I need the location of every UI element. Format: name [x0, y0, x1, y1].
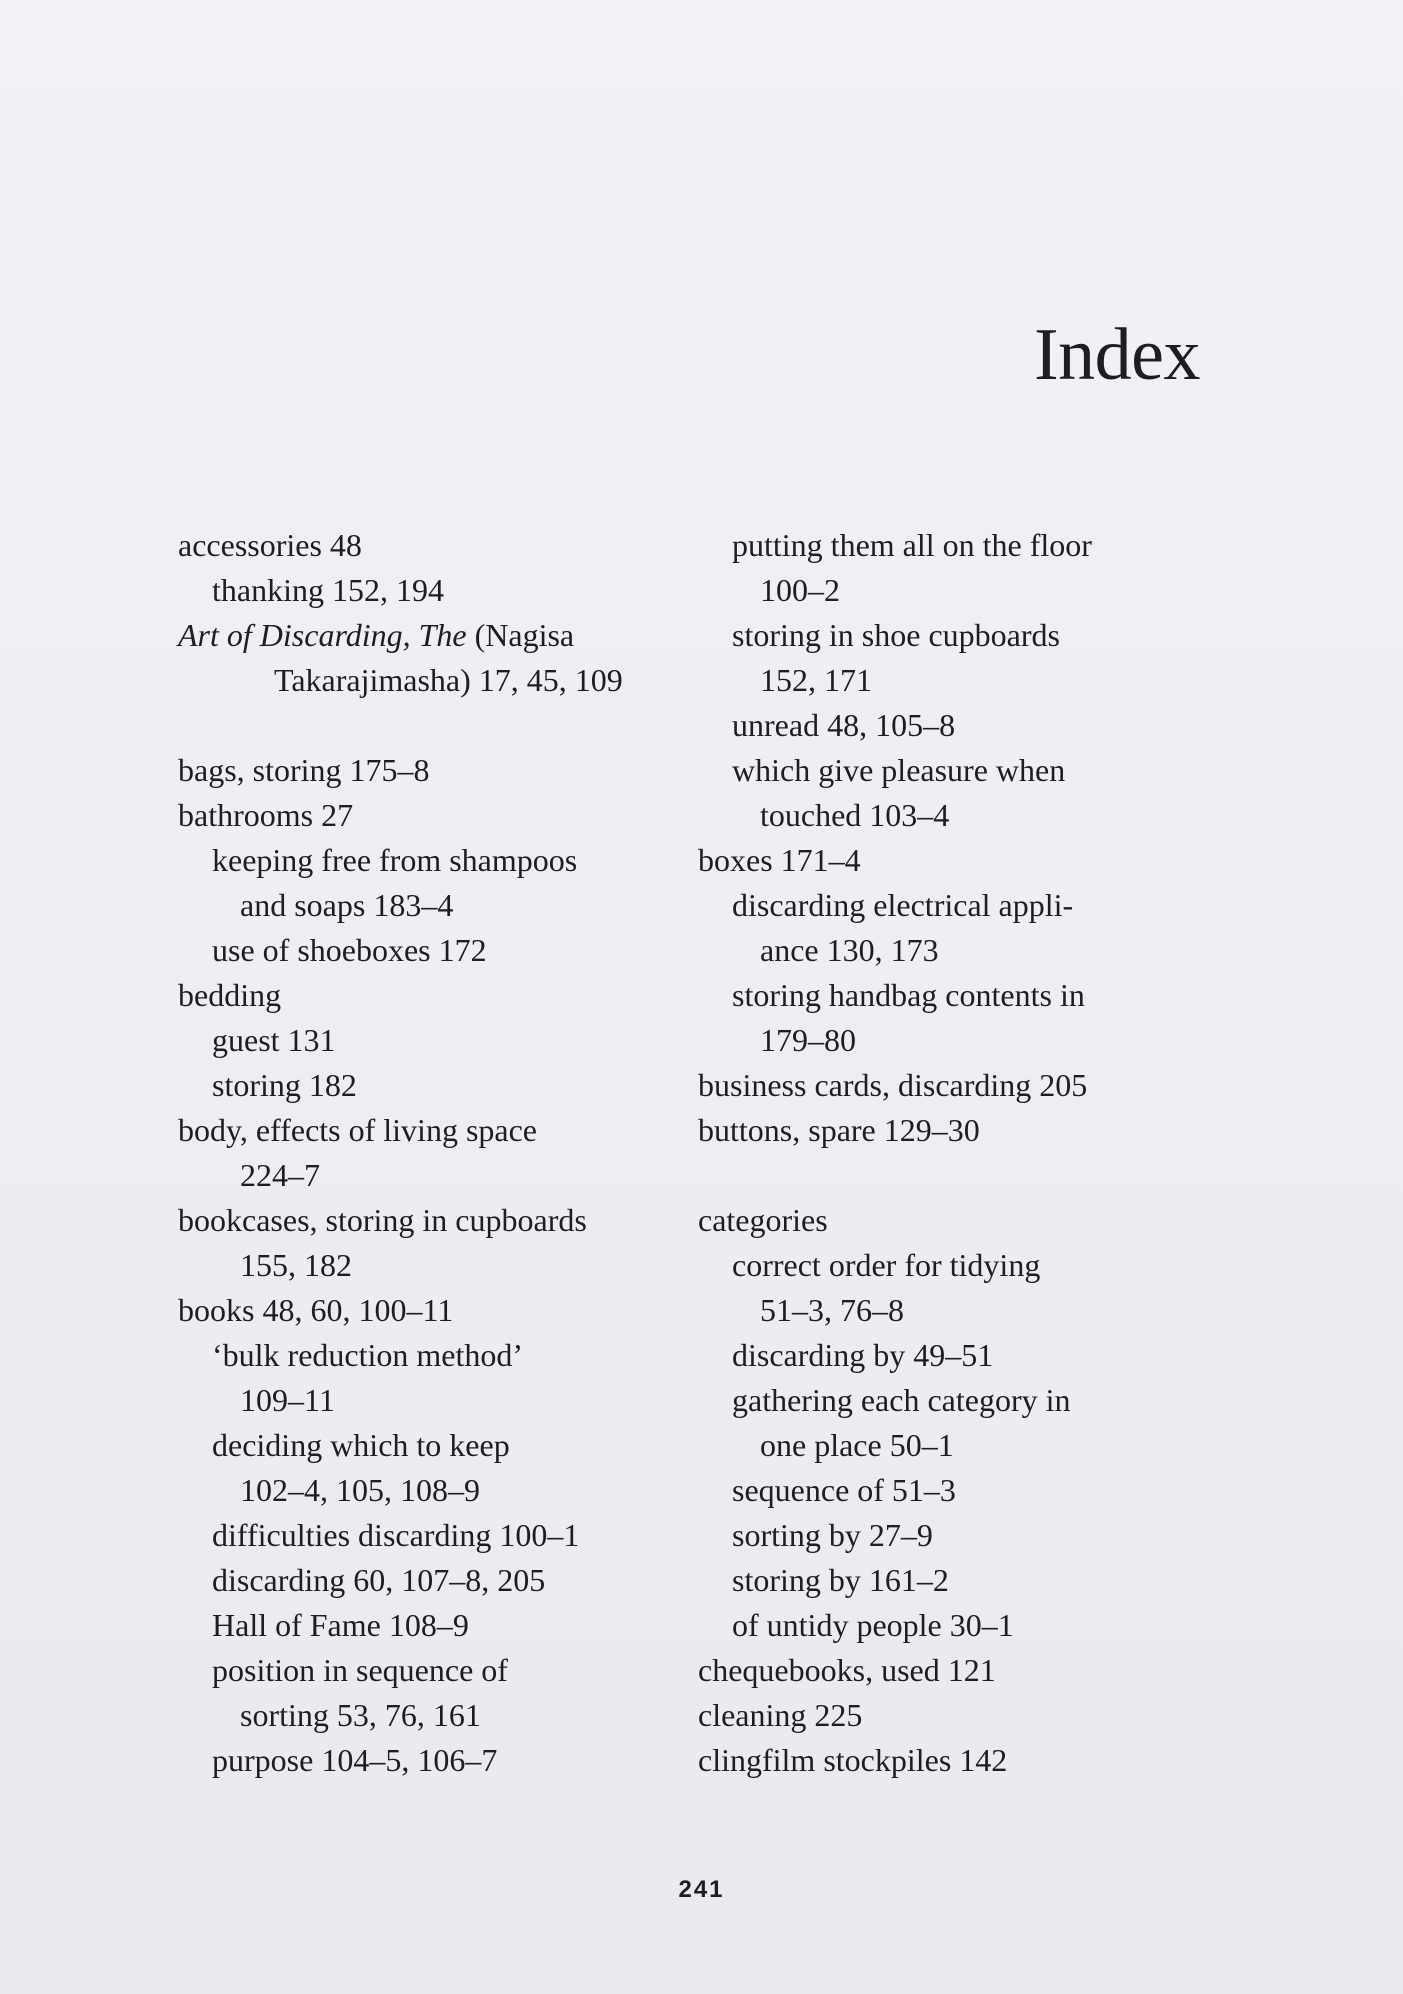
index-subentry: [178, 1513, 678, 1558]
index-entry-text: deciding which to keep: [212, 1427, 510, 1463]
index-entry: [698, 1738, 1198, 1783]
index-subentry: [698, 1513, 1198, 1558]
index-subentry: [698, 1018, 1198, 1063]
index-subentry: [698, 1243, 1198, 1288]
index-entry-text: 152, 171: [760, 662, 872, 698]
index-subentry: [178, 658, 678, 703]
index-entry-text: storing handbag contents in: [732, 977, 1085, 1013]
index-subentry: [698, 793, 1198, 838]
index-subentry: [698, 973, 1198, 1018]
index-entry: [698, 1198, 1198, 1243]
index-subentry: [178, 1423, 678, 1468]
index-entry-text: 100–2: [760, 572, 840, 608]
index-entry: [178, 523, 678, 568]
index-entry-text: correct order for tidying: [732, 1247, 1041, 1283]
index-entry-text: discarding electrical appli-: [732, 887, 1074, 923]
index-entry-text: gathering each category in: [732, 1382, 1071, 1418]
index-entry-text: sorting by 27–9: [732, 1517, 933, 1553]
index-subentry: [698, 928, 1198, 973]
index-entry-text: clingfilm stockpiles 142: [698, 1742, 1008, 1778]
index-entry-text: bathrooms 27: [178, 797, 354, 833]
index-entry-text: purpose 104–5, 106–7: [212, 1742, 498, 1778]
index-entry-text: touched 103–4: [760, 797, 950, 833]
index-entry-text: storing in shoe cupboards: [732, 617, 1060, 653]
index-subentry: [178, 838, 678, 883]
index-entry-text: body, effects of living space: [178, 1112, 537, 1148]
index-entry: [178, 613, 678, 658]
index-entry: [178, 1108, 678, 1153]
index-subentry: [178, 883, 678, 928]
page-title: Index: [1034, 314, 1200, 396]
index-entry-text: buttons, spare 129–30: [698, 1112, 980, 1148]
index-entry-text: Takarajimasha) 17, 45, 109: [274, 662, 623, 698]
index-entry-text: thanking 152, 194: [212, 572, 444, 608]
index-entry-text: (Nagisa: [466, 617, 575, 653]
index-subentry: [178, 1063, 678, 1108]
index-subentry: [698, 1603, 1198, 1648]
index-column-left: [178, 523, 678, 1783]
index-entry: [178, 1198, 678, 1243]
index-subentry: [178, 1378, 678, 1423]
index-entry-text: unread 48, 105–8: [732, 707, 956, 743]
index-subentry: [698, 523, 1198, 568]
index-entry-text: keeping free from shampoos: [212, 842, 578, 878]
index-entry-text: business cards, discarding 205: [698, 1067, 1088, 1103]
index-gap: [178, 703, 678, 748]
index-entry-text: ance 130, 173: [760, 932, 939, 968]
index-subentry: [178, 1603, 678, 1648]
index-entry-text: 155, 182: [240, 1247, 352, 1283]
index-subentry: [178, 1648, 678, 1693]
index-subentry: [178, 1153, 678, 1198]
index-entry-text: which give pleasure when: [732, 752, 1066, 788]
index-entry-text: bedding: [178, 977, 282, 1013]
index-entry-text: storing by 161–2: [732, 1562, 949, 1598]
index-entry-text: use of shoeboxes 172: [212, 932, 487, 968]
index-entry: [178, 793, 678, 838]
index-entry-text: bookcases, storing in cupboards: [178, 1202, 587, 1238]
index-subentry: [698, 1468, 1198, 1513]
index-subentry: [178, 1738, 678, 1783]
index-subentry: [178, 1693, 678, 1738]
index-entry-text: bags, storing 175–8: [178, 752, 430, 788]
index-entry-text: books 48, 60, 100–11: [178, 1292, 454, 1328]
index-entry-text: ‘bulk reduction method’: [212, 1337, 524, 1373]
index-subentry: [698, 1288, 1198, 1333]
index-subentry: [698, 568, 1198, 613]
index-entry-text: 224–7: [240, 1157, 320, 1193]
index-entry-text: sorting 53, 76, 161: [240, 1697, 481, 1733]
index-entry-title: Art of Discarding, The: [178, 617, 467, 653]
index-entry-text: one place 50–1: [760, 1427, 954, 1463]
index-subentry: [698, 658, 1198, 703]
index-entry-text: accessories 48: [178, 527, 362, 563]
index-subentry: [178, 1243, 678, 1288]
index-entry-text: 179–80: [760, 1022, 856, 1058]
index-entry: [698, 1693, 1198, 1738]
index-subentry: [698, 1423, 1198, 1468]
index-entry: [698, 838, 1198, 883]
index-entry: [178, 1288, 678, 1333]
index-gap: [698, 1153, 1198, 1198]
index-entry-text: chequebooks, used 121: [698, 1652, 996, 1688]
index-subentry: [178, 568, 678, 613]
index-entry-text: position in sequence of: [212, 1652, 508, 1688]
index-entry-text: putting them all on the floor: [732, 527, 1092, 563]
index-entry-text: difficulties discarding 100–1: [212, 1517, 580, 1553]
index-entry-text: discarding 60, 107–8, 205: [212, 1562, 546, 1598]
index-entry-text: 109–11: [240, 1382, 335, 1418]
index-entry: [178, 973, 678, 1018]
index-subentry: [178, 1468, 678, 1513]
index-subentry: [698, 883, 1198, 928]
index-entry-text: and soaps 183–4: [240, 887, 454, 923]
index-entry-text: guest 131: [212, 1022, 336, 1058]
index-entry-text: boxes 171–4: [698, 842, 861, 878]
index-column-right: [698, 523, 1198, 1783]
index-entry-text: Hall of Fame 108–9: [212, 1607, 469, 1643]
index-entry-text: of untidy people 30–1: [732, 1607, 1014, 1643]
index-subentry: [178, 1558, 678, 1603]
index-entry-text: storing 182: [212, 1067, 357, 1103]
index-entry: [698, 1063, 1198, 1108]
index-entry-text: 102–4, 105, 108–9: [240, 1472, 480, 1508]
index-subentry: [178, 1018, 678, 1063]
index-subentry: [178, 1333, 678, 1378]
index-entry: [178, 748, 678, 793]
index-entry-text: 51–3, 76–8: [760, 1292, 904, 1328]
index-entry-text: discarding by 49–51: [732, 1337, 994, 1373]
index-entry-text: categories: [698, 1202, 828, 1238]
index-subentry: [698, 1378, 1198, 1423]
index-subentry: [698, 703, 1198, 748]
page-number: 241: [678, 1876, 725, 1903]
index-entry-text: cleaning 225: [698, 1697, 863, 1733]
index-entry: [698, 1648, 1198, 1693]
index-subentry: [698, 613, 1198, 658]
index-subentry: [698, 748, 1198, 793]
index-subentry: [178, 928, 678, 973]
index-entry-text: sequence of 51–3: [732, 1472, 956, 1508]
index-entry: [698, 1108, 1198, 1153]
index-subentry: [698, 1333, 1198, 1378]
index-subentry: [698, 1558, 1198, 1603]
